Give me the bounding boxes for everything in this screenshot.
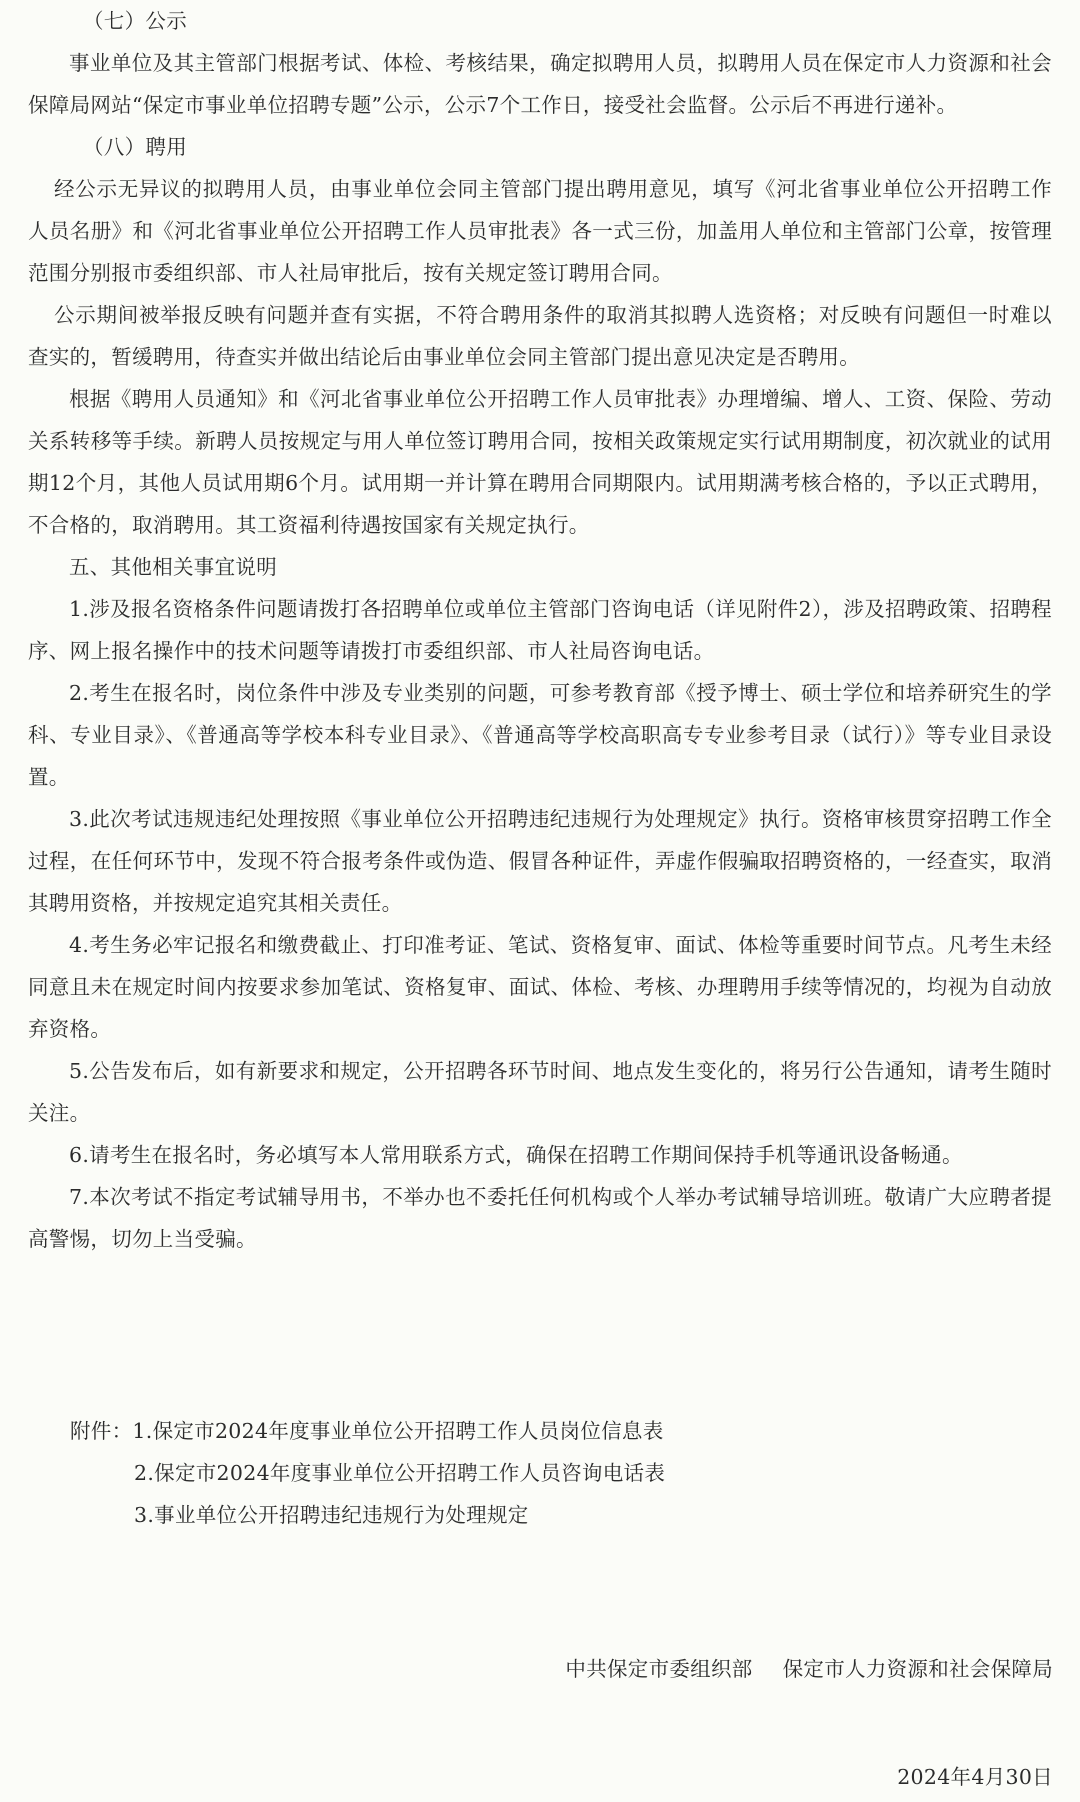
paragraph-hiring-procedure: 经公示无异议的拟聘用人员，由事业单位会同主管部门提出聘用意见，填写《河北省事业单位公开招聘工作人员名册》和《河北省事业单位公开招聘工作人员审批表》各一式三份，加盖用人单位和主管部门公章，按管理范围分别报市委组织部、市人社局审批后，按有关规定签订聘用合同。 [28,177,1052,285]
document-body [28,0,1052,1260]
list-item: 6.请考生在报名时，务必填写本人常用联系方式，确保在招聘工作期间保持手机等通讯设备畅通。 [69,1143,963,1167]
attachment-item: 2.保定市2024年度事业单位公开招聘工作人员咨询电话表 [134,1461,666,1485]
signature-org-party: 中共保定市委组织部 [565,1657,753,1681]
paragraph-publicity: 事业单位及其主管部门根据考试、体检、考核结果，确定拟聘用人员，拟聘用人员在保定市人力资源和社会保障局网站“保定市事业单位招聘专题”公示，公示7个工作日，接受社会监督。公示后不再进行递补。 [28,51,1052,117]
attachments-list [70,1410,665,1536]
paragraph-hiring-report: 公示期间被举报反映有问题并查有实据，不符合聘用条件的取消其拟聘人选资格；对反映有问题但一时难以查实的，暂缓聘用，待查实并做出结论后由事业单位会同主管部门提出意见决定是否聘用。 [28,303,1052,369]
paragraph-hiring-contract: 根据《聘用人员通知》和《河北省事业单位公开招聘工作人员审批表》办理增编、增人、工资、保险、劳动关系转移等手续。新聘人员按规定与用人单位签订聘用合同，按相关政策规定实行试用期制度，初次就业的试用期12个月，其他人员试用期6个月。试用期一并计算在聘用合同期限内。试用期满考核合格的，予以正式聘用，不合格的，取消聘用。其工资福利待遇按国家有关规定执行。 [28,387,1052,537]
attachment-item: 3.事业单位公开招聘违纪违规行为处理规定 [134,1503,529,1527]
attachments-label: 附件： [70,1419,133,1443]
section-heading-publicity: （七）公示 [83,9,187,33]
signature-org-hr-bureau: 保定市人力资源和社会保障局 [782,1657,1053,1681]
attachment-row-3 [70,1494,665,1536]
document-date: 2024年4月30日 [897,1765,1053,1789]
list-item: 4.考生务必牢记报名和缴费截止、打印准考证、笔试、资格复审、面试、体检等重要时间节点。凡考生未经同意且未在规定时间内按要求参加笔试、资格复审、面试、体检、考核、办理聘用手续等情况的，均视为自动放弃资格。 [28,933,1052,1041]
list-item: 5.公告发布后，如有新要求和规定，公开招聘各环节时间、地点发生变化的，将另行公告通知，请考生随时关注。 [28,1059,1052,1125]
section-heading-hiring: （八）聘用 [83,135,187,159]
section-heading-other-matters: 五、其他相关事宜说明 [69,555,277,579]
attachment-item: 1.保定市2024年度事业单位公开招聘工作人员岗位信息表 [132,1419,664,1443]
list-item: 7.本次考试不指定考试辅导用书，不举办也不委托任何机构或个人举办考试辅导培训班。敬请广大应聘者提高警惕，切勿上当受骗。 [28,1185,1052,1251]
attachment-row-1 [70,1410,665,1452]
signature-block [565,1652,1053,1682]
list-item: 1.涉及报名资格条件问题请拨打各招聘单位或单位主管部门咨询电话（详见附件2），涉及招聘政策、招聘程序、网上报名操作中的技术问题等请拨打市委组织部、市人社局咨询电话。 [28,597,1052,663]
list-item: 3.此次考试违规违纪处理按照《事业单位公开招聘违纪违规行为处理规定》执行。资格审核贯穿招聘工作全过程，在任何环节中，发现不符合报考条件或伪造、假冒各种证件，弄虚作假骗取招聘资格的，一经查实，取消其聘用资格，并按规定追究其相关责任。 [28,807,1052,915]
attachment-row-2 [70,1452,665,1494]
list-item: 2.考生在报名时，岗位条件中涉及专业类别的问题，可参考教育部《授予博士、硕士学位和培养研究生的学科、专业目录》、《普通高等学校本科专业目录》、《普通高等学校高职高专专业参考目录（试行）》等专业目录设置。 [28,681,1052,789]
